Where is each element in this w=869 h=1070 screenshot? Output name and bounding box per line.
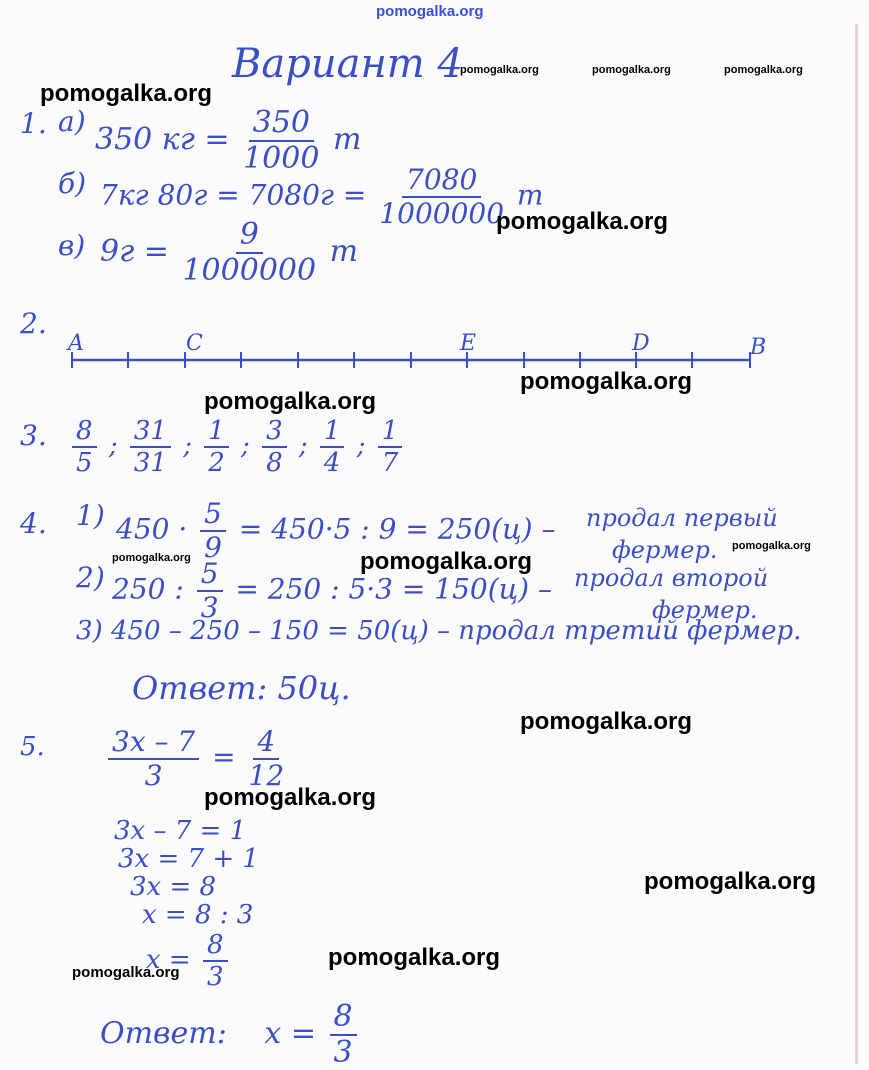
fraction-numerator: 350	[249, 108, 314, 142]
task1a-lhs: 350 кг =	[95, 122, 230, 157]
task1c-fraction	[182, 217, 317, 288]
task3-fraction-4	[262, 418, 287, 476]
separator: ;	[108, 431, 118, 461]
fraction-numerator: 4	[253, 728, 279, 760]
fraction-denominator: 31	[133, 448, 167, 478]
watermark: pomogalka.org	[112, 552, 191, 564]
fraction-denominator: 12	[248, 759, 285, 792]
task1b-expression	[100, 163, 544, 230]
watermark: pomogalka.org	[732, 540, 811, 552]
task1c-label: в)	[58, 229, 86, 262]
fraction-numerator: 8	[203, 932, 228, 962]
fraction-denominator: 3	[144, 759, 163, 792]
fraction-denominator: 1000000	[182, 253, 317, 288]
fraction-numerator: 5	[197, 560, 223, 592]
step1-part-a: 450 ·	[116, 512, 188, 546]
task5-line-2: 3x = 7 + 1	[118, 844, 259, 874]
task5-equation	[104, 725, 288, 792]
x-label: x =	[146, 945, 191, 975]
step3-text: 450 – 250 – 150 = 50(ц) – продал третий фермер.	[110, 616, 802, 646]
task1c-lhs: 9г =	[100, 234, 169, 269]
watermark-top: pomogalka.org	[376, 3, 484, 20]
task1-number: 1.	[20, 107, 47, 140]
fraction-denominator: 4	[323, 448, 341, 478]
watermark: pomogalka.org	[520, 708, 693, 735]
task5-x-result	[146, 932, 232, 990]
margin-line	[855, 24, 858, 1064]
watermark: pomogalka.org	[520, 368, 693, 395]
point-label-b: B	[750, 335, 767, 360]
fraction-numerator: 5	[200, 500, 226, 532]
task4-step3	[76, 618, 801, 644]
point-label-d: D	[632, 331, 650, 356]
watermark: pomogalka.org	[460, 64, 539, 76]
task1b-label: б)	[58, 167, 87, 200]
fraction-denominator: 1000000	[379, 197, 505, 230]
task4-step1-label: 1)	[76, 499, 105, 532]
fraction-denominator: 7	[381, 448, 399, 478]
watermark: pomogalka.org	[328, 944, 501, 971]
fraction-denominator: 3	[200, 591, 219, 624]
answer-x: x =	[264, 1016, 316, 1051]
x-fraction	[203, 932, 228, 990]
step1-part-b: = 450·5 : 9 = 250(ц) –	[238, 512, 556, 546]
fraction-denominator: 8	[266, 448, 283, 478]
step1-fraction	[200, 497, 226, 564]
task5-number: 5.	[20, 732, 45, 762]
task1c-expression	[100, 217, 359, 288]
point-label-a: A	[68, 331, 84, 356]
fraction-numerator: 3	[262, 418, 287, 448]
task1c-unit: т	[329, 234, 359, 269]
task4-step2-label: 2)	[76, 561, 105, 594]
task3-fraction-2	[130, 418, 171, 476]
fraction-denominator: 3	[206, 962, 224, 992]
task3-fractions	[68, 418, 406, 476]
task1b-lhs: 7кг 80г = 7080г =	[100, 178, 367, 212]
watermark: pomogalka.org	[204, 388, 377, 415]
task2-number: 2.	[20, 307, 47, 340]
point-label-c: C	[186, 331, 203, 356]
task1a-unit: т	[333, 122, 362, 157]
fraction-denominator: 9	[204, 531, 222, 564]
watermark: pomogalka.org	[40, 80, 213, 107]
fraction-numerator: 8	[72, 418, 97, 448]
fraction-numerator: 31	[130, 418, 171, 448]
watermark: pomogalka.org	[592, 64, 671, 76]
task4-step2-note2: фермер.	[652, 596, 758, 624]
watermark: pomogalka.org	[204, 784, 377, 811]
task3-fraction-1	[72, 418, 97, 476]
separator: ;	[241, 431, 250, 461]
task5-lhs-fraction	[108, 725, 199, 792]
fraction-numerator: 1	[378, 418, 403, 448]
point-label-e: E	[460, 331, 477, 356]
watermark: pomogalka.org	[496, 208, 669, 235]
equals-sign: =	[212, 740, 236, 774]
task1b-unit: т	[516, 178, 544, 212]
answer-fraction	[330, 999, 357, 1070]
task5-line-4: x = 8 : 3	[142, 900, 254, 930]
task3-fraction-5	[320, 418, 345, 476]
fraction-numerator: 8	[330, 1002, 357, 1036]
fraction-numerator: 7080	[402, 166, 481, 198]
task1b-fraction	[379, 163, 505, 230]
fraction-numerator: 3x – 7	[108, 728, 199, 760]
task4-answer: Ответ: 50ц.	[132, 669, 351, 707]
task1a-fraction	[243, 105, 320, 176]
separator: ;	[183, 431, 192, 461]
fraction-denominator: 3	[333, 1035, 353, 1070]
separator: ;	[356, 431, 366, 461]
watermark: pomogalka.org	[724, 64, 803, 76]
step2-part-b: = 250 : 5·3 = 150(ц) –	[235, 572, 552, 606]
task1a-expression	[95, 105, 362, 176]
task5-line-3: 3x = 8	[130, 872, 217, 902]
page-title: Вариант 4	[232, 41, 463, 87]
step3-label: 3)	[76, 616, 103, 646]
task4-step1-note: продал первый	[586, 504, 778, 532]
task4-step1-note2: фермер.	[612, 536, 718, 564]
fraction-denominator: 2	[208, 448, 225, 478]
watermark: pomogalka.org	[360, 548, 533, 575]
task4-number: 4.	[20, 507, 47, 540]
task3-fraction-6	[378, 418, 403, 476]
task5-rhs-fraction	[248, 725, 285, 792]
watermark: pomogalka.org	[644, 868, 817, 895]
step2-part-a: 250 :	[112, 572, 184, 606]
task1a-label: а)	[58, 105, 86, 138]
task3-fraction-3	[204, 418, 229, 476]
answer-label: Ответ:	[100, 1016, 227, 1051]
task5-line-1: 3x – 7 = 1	[114, 816, 247, 846]
fraction-numerator: 1	[204, 418, 229, 448]
fraction-denominator: 5	[76, 448, 93, 478]
task4-step2-note: продал второй	[574, 564, 769, 592]
watermark: pomogalka.org	[72, 964, 180, 981]
fraction-numerator: 1	[320, 418, 345, 448]
step2-fraction	[197, 557, 223, 624]
fraction-denominator: 1000	[243, 141, 320, 176]
separator: ;	[298, 431, 308, 461]
fraction-numerator: 9	[236, 220, 263, 254]
task5-answer	[100, 999, 361, 1070]
task3-number: 3.	[20, 419, 47, 452]
